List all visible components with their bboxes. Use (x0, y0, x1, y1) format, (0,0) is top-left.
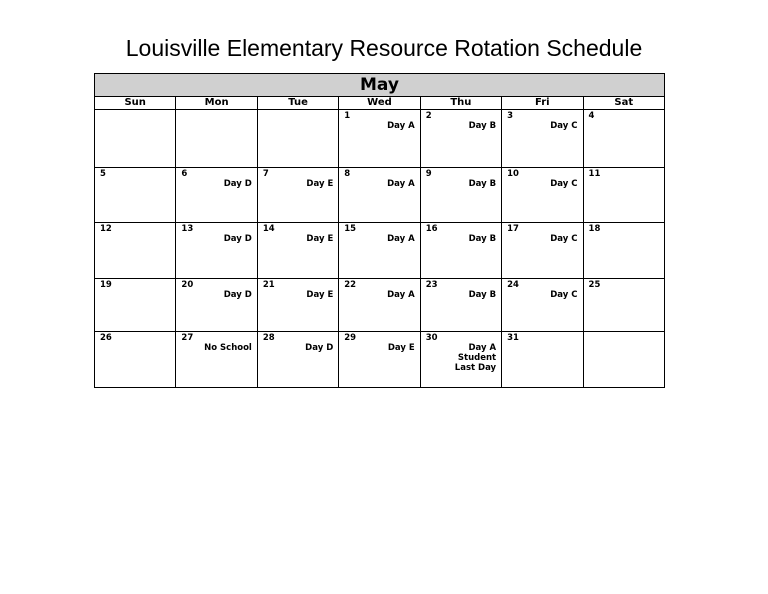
day-number: 25 (588, 280, 601, 290)
rotation-day-label: Day A (387, 234, 415, 244)
day-cell (339, 110, 420, 168)
rotation-day-label: Day A (387, 290, 415, 300)
rotation-day-label: Day E (306, 179, 334, 189)
day-number: 16 (425, 224, 438, 234)
day-cell (176, 332, 257, 388)
day-cell (95, 332, 176, 388)
day-cell (583, 110, 664, 168)
rotation-day-label: Day E (306, 234, 334, 244)
week-row (95, 332, 665, 388)
rotation-day-label: Day E (387, 343, 415, 353)
weekday-header: Mon (176, 97, 257, 110)
day-cell (95, 168, 176, 223)
weekday-header: Sun (95, 97, 176, 110)
day-number: 12 (100, 224, 112, 234)
day-number: 4 (588, 111, 595, 121)
day-cell (502, 332, 583, 388)
rotation-day-label: Day C (550, 121, 578, 131)
day-cell (257, 168, 338, 223)
day-cell (257, 110, 338, 168)
rotation-day-label: Day D (223, 234, 252, 244)
day-number: 31 (507, 333, 519, 343)
week-row (95, 279, 665, 332)
rotation-day-label: Day D (223, 290, 252, 300)
day-cell (420, 168, 501, 223)
day-cell (420, 279, 501, 332)
day-number: 5 (100, 169, 106, 179)
rotation-day-label: Day A (387, 121, 415, 131)
day-number: 20 (181, 280, 194, 290)
day-cell (502, 223, 583, 279)
day-cell (257, 223, 338, 279)
day-cell (339, 332, 420, 388)
rotation-day-label: Day C (550, 234, 578, 244)
weekday-header: Thu (420, 97, 501, 110)
day-number: 2 (425, 111, 432, 121)
month-header: May (95, 74, 665, 97)
day-number: 28 (262, 333, 275, 343)
rotation-day-label: Day C (550, 290, 578, 300)
day-number: 7 (262, 169, 269, 179)
rotation-day-label: Day D (223, 179, 252, 189)
week-row (95, 223, 665, 279)
day-number: 13 (181, 224, 194, 234)
rotation-day-label: Day A Student Last Day (454, 343, 497, 373)
day-cell (95, 279, 176, 332)
day-cell (176, 110, 257, 168)
day-cell (583, 168, 664, 223)
day-cell (176, 223, 257, 279)
day-number: 26 (100, 333, 112, 343)
weekday-header: Wed (339, 97, 420, 110)
weekday-header: Sat (583, 97, 664, 110)
day-number: 18 (588, 224, 601, 234)
day-number: 14 (262, 224, 275, 234)
page-title: Louisville Elementary Resource Rotation Schedule (125, 35, 643, 61)
day-number: 27 (181, 333, 194, 343)
day-cell (176, 279, 257, 332)
day-number: 19 (100, 280, 112, 290)
day-cell (257, 332, 338, 388)
rotation-day-label: No School (204, 343, 252, 353)
day-cell (420, 223, 501, 279)
day-number: 30 (425, 333, 438, 343)
rotation-day-label: Day B (468, 179, 497, 189)
day-number: 9 (425, 169, 432, 179)
day-cell (583, 332, 664, 388)
day-cell (583, 223, 664, 279)
day-cell (502, 110, 583, 168)
day-number: 8 (344, 169, 351, 179)
day-cell (339, 223, 420, 279)
rotation-day-label: Day A (387, 179, 415, 189)
day-cell (420, 332, 501, 388)
day-cell (176, 168, 257, 223)
day-number: 24 (507, 280, 519, 290)
day-number: 21 (262, 280, 275, 290)
day-cell (583, 279, 664, 332)
day-cell (339, 279, 420, 332)
day-number: 23 (425, 280, 438, 290)
day-cell (95, 223, 176, 279)
day-number: 6 (181, 169, 188, 179)
rotation-day-label: Day D (305, 343, 334, 353)
day-number: 3 (507, 111, 514, 121)
week-row (95, 110, 665, 168)
day-number: 10 (507, 169, 519, 179)
day-number: 17 (507, 224, 519, 234)
rotation-day-label: Day E (306, 290, 334, 300)
weekday-header: Fri (502, 97, 583, 110)
calendar-table (94, 73, 665, 388)
week-row (95, 168, 665, 223)
day-number: 1 (344, 111, 351, 121)
day-number: 11 (588, 169, 601, 179)
day-cell (339, 168, 420, 223)
rotation-day-label: Day B (468, 290, 497, 300)
day-cell (257, 279, 338, 332)
day-number: 29 (344, 333, 357, 343)
day-number: 22 (344, 280, 357, 290)
rotation-day-label: Day C (550, 179, 578, 189)
day-cell (502, 279, 583, 332)
rotation-day-label: Day B (468, 234, 497, 244)
day-cell (502, 168, 583, 223)
rotation-day-label: Day B (468, 121, 497, 131)
day-cell (420, 110, 501, 168)
day-cell (95, 110, 176, 168)
weekday-header: Tue (257, 97, 338, 110)
day-number: 15 (344, 224, 357, 234)
